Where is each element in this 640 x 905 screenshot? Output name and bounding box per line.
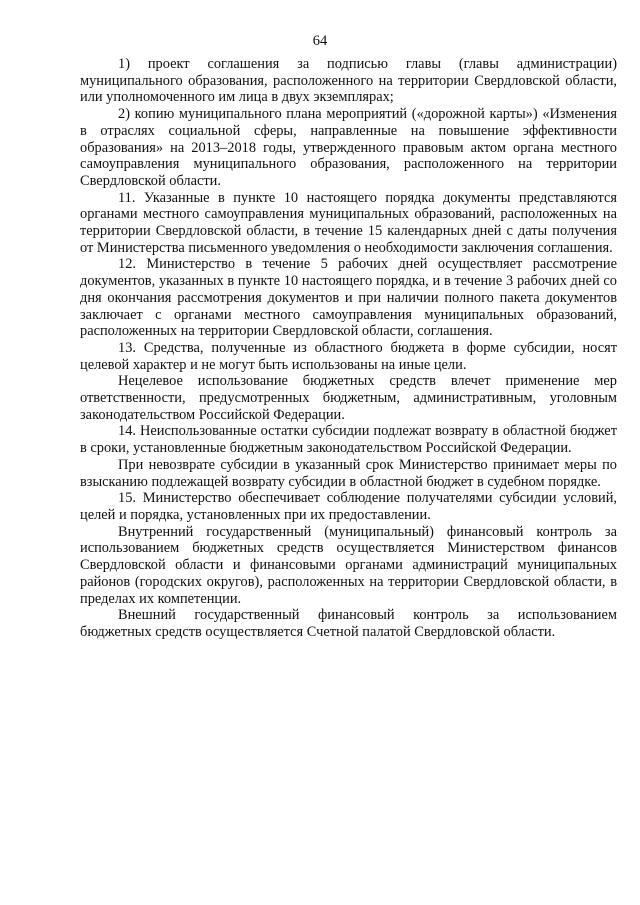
paragraph-clause-12: 12. Министерство в течение 5 рабочих дней осуществляет рассмотрение документов, указанных в пункте 10 настоящего порядка, и в течение 3 рабочих дней со дня окончания рассмотрения документов и при наличии полного пакета документов заключает с органами местного самоуправления муниципальных образований, расположенных на территории Свердловской области, соглашения. <box>80 256 617 340</box>
paragraph-clause-15: 15. Министерство обеспечивает соблюдение получателями субсидии условий, целей и порядка, установленных при их предоставлении. <box>80 490 617 523</box>
paragraph-internal-control: Внутренний государственный (муниципальный) финансовый контроль за использованием бюджетных средств осуществляется Министерством финансов Свердловской области и финансовыми органами администраций муниципальных районов (городских округов), расположенных на территории Свердловской области, в пределах их компетенции. <box>80 523 617 607</box>
paragraph-clause-11: 11. Указанные в пункте 10 настоящего порядка документы представляются органами местного самоуправления муниципальных образований, расположенных на территории Свердловской области, в течение 15 календарных дней с даты получения от Министерства письменного уведомления о необходимости заключения соглашения. <box>80 189 617 256</box>
paragraph-clause-13: 13. Средства, полученные из областного бюджета в форме субсидии, носят целевой характер и не могут быть использованы на иные цели. <box>80 339 617 373</box>
paragraph-external-control: Внешний государственный финансовый контроль за использованием бюджетных средств осуществляется Счетной палатой Свердловской области. <box>80 607 617 640</box>
page-number: 64 <box>312 33 328 49</box>
paragraph-clause-14: 14. Неиспользованные остатки субсидии подлежат возврату в областной бюджет в сроки, установленные бюджетным законодательством Российской Федерации. <box>80 423 617 457</box>
document-body <box>80 56 617 641</box>
paragraph-item-1-draft-agreement: 1) проект соглашения за подписью главы (главы администрации) муниципального образования, расположенного на территории Свердловской области, или уполномоченного им лица в двух экземплярах; <box>80 56 617 106</box>
paragraph-non-return-measures: При невозврате субсидии в указанный срок Министерство принимает меры по взысканию подлежащей возврату субсидии в областной бюджет в судебном порядке. <box>80 456 617 490</box>
paragraph-item-2-roadmap-copy: 2) копию муниципального плана мероприятий («дорожной карты») «Изменения в отраслях социальной сферы, направленные на повышение эффективности образования» на 2013–2018 годы, утвержденного правовым актом органа местного самоуправления муниципального образования, расположенного на территории Свердловской области. <box>80 106 617 189</box>
paragraph-misuse-liability: Нецелевое использование бюджетных средств влечет применение мер ответственности, предусмотренных бюджетным, административным, уголовным законодательством Российской Федерации. <box>80 373 617 423</box>
